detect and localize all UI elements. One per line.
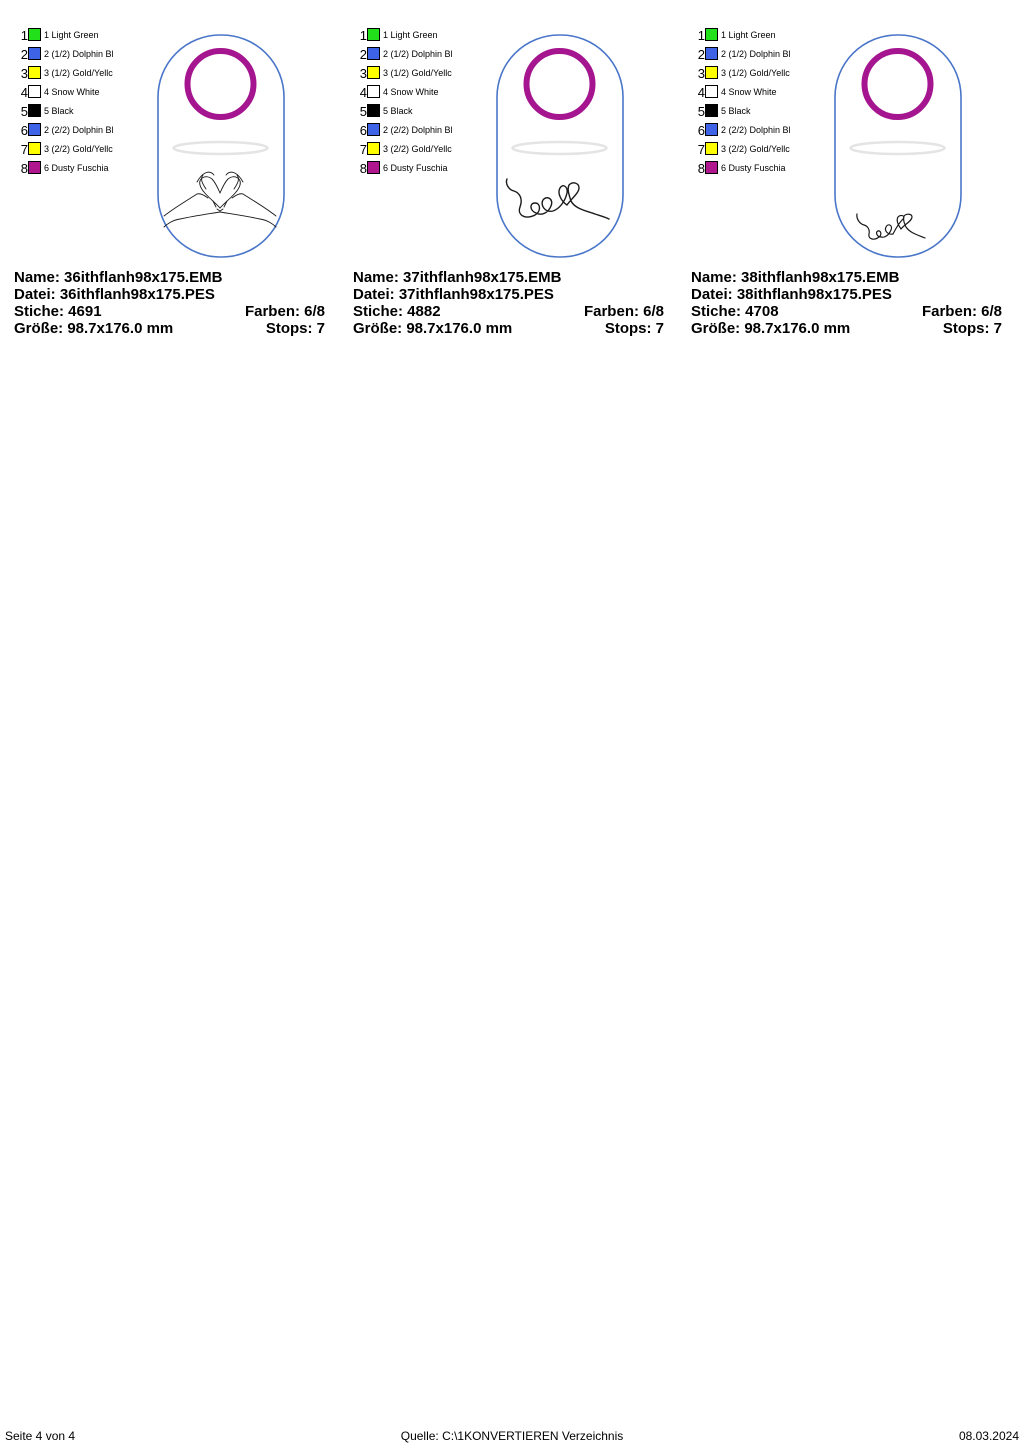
- source-path: Quelle: C:\1KONVERTIEREN Verzeichnis: [400, 1429, 624, 1443]
- legend-swatch: [705, 85, 718, 98]
- legend-label: 2 (1/2) Dolphin Bl: [44, 49, 114, 59]
- legend-label: 2 (2/2) Dolphin Bl: [721, 125, 791, 135]
- legend-label: 2 (2/2) Dolphin Bl: [44, 125, 114, 135]
- legend-item: [691, 45, 831, 64]
- design-preview: [156, 33, 286, 259]
- legend-item: [691, 121, 831, 140]
- legend-swatch: [28, 104, 41, 117]
- design-preview: [495, 33, 625, 259]
- design-preview: [833, 33, 963, 259]
- legend-item: [14, 45, 154, 64]
- legend-label: 2 (2/2) Dolphin Bl: [383, 125, 453, 135]
- legend-item: [691, 140, 831, 159]
- legend-number: 2: [697, 47, 705, 62]
- legend-swatch: [367, 104, 380, 117]
- legend-number: 3: [359, 66, 367, 81]
- legend-item: [14, 121, 154, 140]
- legend-label: 4 Snow White: [721, 87, 777, 97]
- legend-item: [691, 159, 831, 178]
- legend-label: 2 (1/2) Dolphin Bl: [383, 49, 453, 59]
- legend-item: [14, 159, 154, 178]
- design-size: Größe: 98.7x176.0 mm: [14, 320, 174, 337]
- legend-label: 4 Snow White: [383, 87, 439, 97]
- legend-number: 5: [359, 104, 367, 119]
- design-info: [691, 269, 1002, 337]
- legend-item: [353, 102, 493, 121]
- legend-number: 1: [697, 28, 705, 43]
- design-card: [353, 26, 673, 346]
- legend-label: 1 Light Green: [44, 30, 99, 40]
- design-name: Name: 36ithflanh98x175.EMB: [14, 269, 223, 286]
- legend-label: 3 (1/2) Gold/Yellc: [721, 68, 790, 78]
- legend-label: 3 (2/2) Gold/Yellc: [721, 144, 790, 154]
- legend-number: 2: [359, 47, 367, 62]
- legend-item: [353, 64, 493, 83]
- legend-label: 6 Dusty Fuschia: [383, 163, 448, 173]
- legend-number: 1: [20, 28, 28, 43]
- legend-item: [353, 26, 493, 45]
- legend-item: [691, 26, 831, 45]
- legend-label: 6 Dusty Fuschia: [44, 163, 109, 173]
- legend-swatch: [367, 161, 380, 174]
- legend-number: 6: [20, 123, 28, 138]
- legend-swatch: [367, 47, 380, 60]
- legend-swatch: [705, 66, 718, 79]
- legend-swatch: [705, 123, 718, 136]
- legend-swatch: [28, 28, 41, 41]
- legend-number: 5: [697, 104, 705, 119]
- legend-number: 6: [359, 123, 367, 138]
- legend-swatch: [28, 47, 41, 60]
- legend-number: 7: [359, 142, 367, 157]
- design-size: Größe: 98.7x176.0 mm: [691, 320, 851, 337]
- color-count: Farben: 6/8: [583, 303, 664, 320]
- color-count: Farben: 6/8: [921, 303, 1002, 320]
- legend-label: 2 (1/2) Dolphin Bl: [721, 49, 791, 59]
- legend-label: 3 (1/2) Gold/Yellc: [383, 68, 452, 78]
- legend-swatch: [367, 123, 380, 136]
- legend-number: 7: [20, 142, 28, 157]
- legend-number: 3: [697, 66, 705, 81]
- print-date: 08.03.2024: [958, 1429, 1019, 1443]
- legend-number: 6: [697, 123, 705, 138]
- legend-swatch: [705, 161, 718, 174]
- legend-swatch: [705, 47, 718, 60]
- legend-item: [14, 102, 154, 121]
- legend-label: 6 Dusty Fuschia: [721, 163, 786, 173]
- stitch-count: Stiche: 4882: [353, 303, 441, 320]
- legend-item: [353, 159, 493, 178]
- design-info: [353, 269, 664, 337]
- design-file: Datei: 38ithflanh98x175.PES: [691, 286, 892, 303]
- stitch-count: Stiche: 4708: [691, 303, 779, 320]
- legend-number: 8: [20, 161, 28, 176]
- legend-item: [14, 140, 154, 159]
- stitch-count: Stiche: 4691: [14, 303, 102, 320]
- legend-item: [691, 83, 831, 102]
- legend-number: 3: [20, 66, 28, 81]
- legend-swatch: [28, 66, 41, 79]
- legend-number: 7: [697, 142, 705, 157]
- legend-item: [353, 83, 493, 102]
- legend-item: [353, 45, 493, 64]
- design-file: Datei: 36ithflanh98x175.PES: [14, 286, 215, 303]
- legend-swatch: [28, 161, 41, 174]
- legend-label: 3 (2/2) Gold/Yellc: [44, 144, 113, 154]
- design-info: [14, 269, 325, 337]
- legend-swatch: [28, 85, 41, 98]
- legend-label: 1 Light Green: [383, 30, 438, 40]
- legend-label: 4 Snow White: [44, 87, 100, 97]
- legend-swatch: [705, 104, 718, 117]
- legend-number: 8: [697, 161, 705, 176]
- legend-item: [353, 140, 493, 159]
- legend-number: 8: [359, 161, 367, 176]
- legend-number: 4: [359, 85, 367, 100]
- design-card: [691, 26, 1011, 346]
- legend-label: 5 Black: [383, 106, 413, 116]
- legend-swatch: [367, 142, 380, 155]
- color-count: Farben: 6/8: [244, 303, 325, 320]
- legend-number: 4: [697, 85, 705, 100]
- legend-swatch: [28, 142, 41, 155]
- legend-item: [14, 64, 154, 83]
- legend-swatch: [705, 142, 718, 155]
- legend-item: [691, 64, 831, 83]
- design-card: [14, 26, 334, 346]
- stop-count: Stops: 7: [942, 320, 1002, 337]
- legend-number: 4: [20, 85, 28, 100]
- stop-count: Stops: 7: [604, 320, 664, 337]
- legend-swatch: [367, 28, 380, 41]
- legend-number: 1: [359, 28, 367, 43]
- legend-label: 5 Black: [721, 106, 751, 116]
- design-name: Name: 37ithflanh98x175.EMB: [353, 269, 562, 286]
- legend-swatch: [367, 85, 380, 98]
- legend-swatch: [367, 66, 380, 79]
- legend-item: [14, 83, 154, 102]
- design-size: Größe: 98.7x176.0 mm: [353, 320, 513, 337]
- legend-label: 5 Black: [44, 106, 74, 116]
- stop-count: Stops: 7: [265, 320, 325, 337]
- legend-item: [691, 102, 831, 121]
- page-number: Seite 4 von 4: [5, 1429, 76, 1443]
- legend-item: [353, 121, 493, 140]
- design-file: Datei: 37ithflanh98x175.PES: [353, 286, 554, 303]
- legend-swatch: [28, 123, 41, 136]
- legend-label: 1 Light Green: [721, 30, 776, 40]
- legend-number: 2: [20, 47, 28, 62]
- legend-swatch: [705, 28, 718, 41]
- legend-item: [14, 26, 154, 45]
- legend-label: 3 (1/2) Gold/Yellc: [44, 68, 113, 78]
- legend-label: 3 (2/2) Gold/Yellc: [383, 144, 452, 154]
- design-name: Name: 38ithflanh98x175.EMB: [691, 269, 900, 286]
- legend-number: 5: [20, 104, 28, 119]
